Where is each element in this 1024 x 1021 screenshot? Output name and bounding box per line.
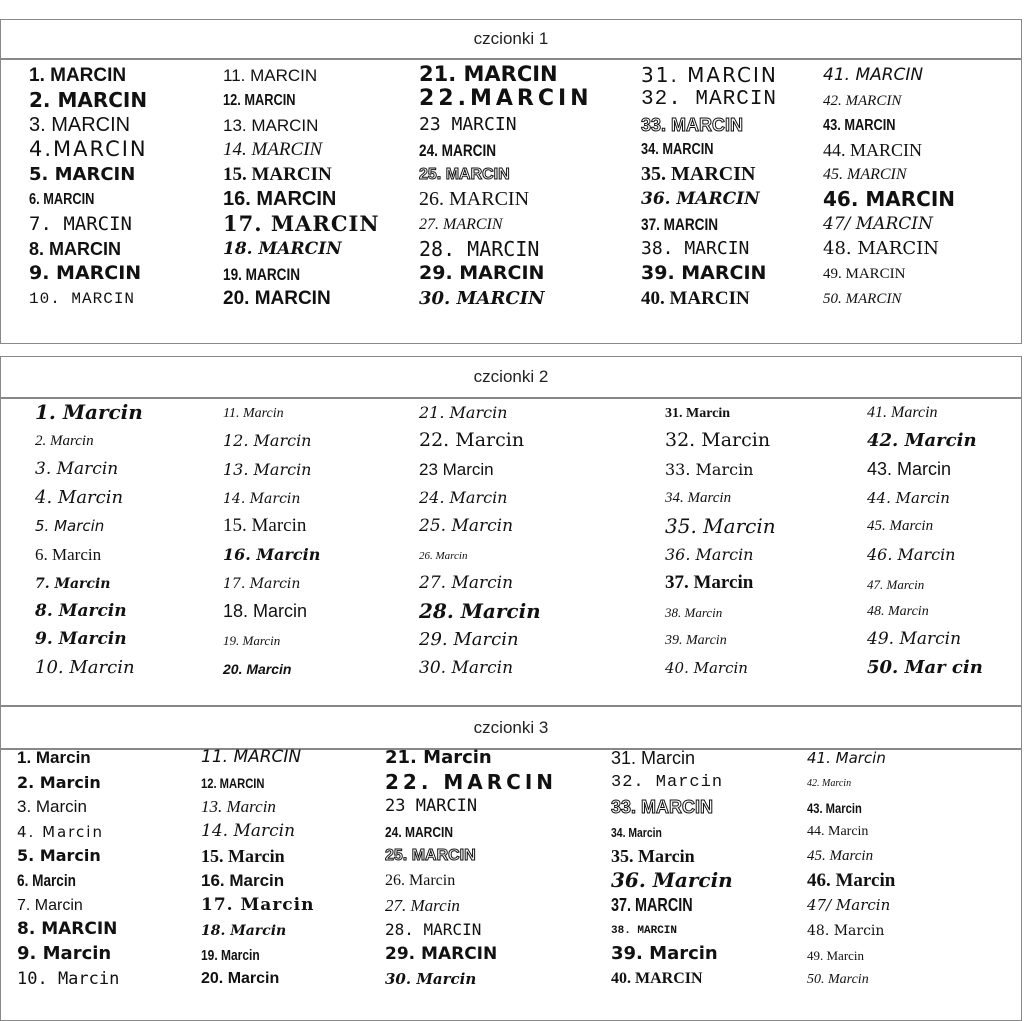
font-sample: 36. Marcin bbox=[611, 868, 733, 892]
font-sample: 8. Marcin bbox=[35, 601, 127, 622]
section-3-header bbox=[0, 706, 1022, 749]
font-sample: 14. Marcin bbox=[201, 821, 296, 842]
font-sample: 30. Marcin bbox=[385, 970, 477, 989]
font-sample: 47/ MARCIN bbox=[823, 214, 933, 235]
section-2-title: czcionki 2 bbox=[473, 367, 549, 386]
font-sample: 31. Marcin bbox=[611, 747, 696, 768]
font-sample: 40. MARCIN bbox=[611, 970, 703, 988]
font-sample: 9. Marcin bbox=[35, 629, 127, 650]
font-sample: 33. Marcin bbox=[665, 459, 754, 479]
font-sample: 48. Marcin bbox=[807, 922, 885, 939]
font-sample: 30. MARCIN bbox=[419, 287, 545, 309]
font-sample: 37. MARCIN bbox=[641, 215, 719, 235]
font-sample: 48. Marcin bbox=[867, 604, 929, 620]
font-sample: 48. MARCIN bbox=[823, 238, 939, 260]
font-sample: 22. MARCIN bbox=[385, 769, 558, 794]
font-sample: 21. MARCIN bbox=[419, 62, 558, 87]
font-sample: 19. Marcin bbox=[223, 633, 281, 649]
font-sample: 9. MARCIN bbox=[29, 262, 142, 285]
font-sample: 5. Marcin bbox=[35, 517, 105, 536]
font-sample: 49. MARCIN bbox=[823, 266, 906, 283]
font-sample: 43. MARCIN bbox=[823, 116, 896, 134]
font-sample: 1. Marcin bbox=[17, 748, 91, 768]
section-1-header bbox=[0, 19, 1022, 59]
font-sample: 41. Marcin bbox=[867, 404, 938, 421]
font-sample: 3. MARCIN bbox=[29, 113, 131, 136]
font-sample: 29. MARCIN bbox=[419, 262, 545, 285]
font-sample: 1. MARCIN bbox=[29, 64, 127, 86]
font-sample: 11. MARCIN bbox=[223, 66, 318, 86]
font-sample: 11. MARCIN bbox=[201, 747, 302, 768]
font-sample: 25. MARCIN bbox=[419, 166, 510, 184]
font-sample: 50. Marcin bbox=[807, 971, 869, 987]
font-sample: 25. Marcin bbox=[419, 515, 514, 536]
font-sample: 8. MARCIN bbox=[29, 239, 122, 260]
section-2-font-grid bbox=[0, 398, 1022, 706]
font-sample: 13. Marcin bbox=[223, 459, 312, 479]
font-sample: 28. MARCIN bbox=[419, 236, 540, 261]
font-sample: 4. Marcin bbox=[17, 822, 104, 841]
font-sample: 26. Marcin bbox=[385, 872, 456, 889]
font-sample: 44. Marcin bbox=[867, 488, 950, 507]
font-sample: 5. Marcin bbox=[17, 846, 101, 866]
font-sample: 17. Marcin bbox=[223, 575, 301, 592]
font-sample: 17. MARCIN bbox=[223, 211, 380, 237]
font-sample: 36. Marcin bbox=[665, 545, 754, 564]
font-sample: 2. Marcin bbox=[17, 772, 101, 792]
font-sample: 25. MARCIN bbox=[385, 847, 476, 865]
font-sample: 15. MARCIN bbox=[223, 163, 332, 185]
font-sample: 3. Marcin bbox=[35, 459, 119, 480]
font-sample: 6. Marcin bbox=[35, 545, 102, 565]
font-sample: 28. Marcin bbox=[419, 598, 541, 623]
font-sample: 46. Marcin bbox=[807, 869, 896, 891]
font-sample: 40. MARCIN bbox=[641, 287, 750, 309]
font-sample: 50. Mar cin bbox=[867, 657, 983, 679]
font-sample: 10. MARCIN bbox=[29, 290, 136, 309]
font-sample: 14. MARCIN bbox=[223, 139, 323, 161]
font-sample: 2. Marcin bbox=[35, 433, 94, 450]
font-sample: 45. MARCIN bbox=[823, 166, 907, 184]
font-sample: 29. Marcin bbox=[419, 628, 519, 650]
font-sample: 6. MARCIN bbox=[29, 191, 95, 208]
font-sample: 23 MARCIN bbox=[385, 796, 478, 817]
font-sample: 33. MARCIN bbox=[641, 115, 744, 136]
font-sample: 27. MARCIN bbox=[419, 215, 503, 233]
font-sample: 13. Marcin bbox=[201, 797, 276, 817]
font-sample: 30. Marcin bbox=[419, 657, 514, 678]
font-sample: 42. Marcin bbox=[807, 778, 852, 790]
section-3-font-grid bbox=[0, 746, 1022, 1021]
font-sample: 18. Marcin bbox=[201, 922, 287, 939]
font-sample: 15. Marcin bbox=[223, 515, 307, 537]
font-sample: 47. Marcin bbox=[867, 576, 925, 592]
font-sample: 41. Marcin bbox=[807, 748, 886, 767]
font-sample: 20. MARCIN bbox=[223, 287, 331, 309]
font-sample: 27. Marcin bbox=[419, 572, 514, 593]
font-sample: 16. Marcin bbox=[223, 545, 321, 564]
font-sample: 46. MARCIN bbox=[823, 187, 956, 211]
font-sample: 20. Marcin bbox=[201, 970, 280, 988]
font-sample: 18. MARCIN bbox=[223, 238, 342, 259]
font-sample: 19. MARCIN bbox=[223, 264, 301, 284]
font-sample: 43. Marcin bbox=[867, 459, 952, 480]
font-sample: 33. MARCIN bbox=[611, 796, 714, 817]
font-sample: 24. MARCIN bbox=[419, 140, 497, 160]
font-sample: 2. MARCIN bbox=[29, 87, 148, 112]
font-sample: 10. Marcin bbox=[17, 968, 120, 989]
font-sample: 8. MARCIN bbox=[17, 919, 118, 940]
font-sample: 36. MARCIN bbox=[641, 189, 760, 210]
font-sample: 39. Marcin bbox=[611, 943, 718, 965]
font-sample: 21. Marcin bbox=[385, 746, 492, 768]
font-sample: 16. MARCIN bbox=[223, 188, 337, 210]
font-sample: 5. MARCIN bbox=[29, 163, 136, 185]
font-sample: 12. MARCIN bbox=[201, 775, 265, 792]
font-sample: 31. MARCIN bbox=[641, 63, 778, 87]
font-sample: 37. MARCIN bbox=[611, 895, 693, 916]
section-1-title: czcionki 1 bbox=[473, 29, 549, 48]
font-sample: 43. Marcin bbox=[807, 799, 862, 816]
font-sample: 24. Marcin bbox=[419, 488, 508, 508]
font-sample: 4.MARCIN bbox=[29, 136, 148, 161]
font-sample: 23 Marcin bbox=[419, 460, 494, 480]
font-sample: 23 MARCIN bbox=[419, 114, 517, 136]
font-sample: 21. Marcin bbox=[419, 403, 508, 422]
font-sample: 42. Marcin bbox=[867, 429, 977, 451]
font-sample: 38. MARCIN bbox=[641, 238, 750, 260]
font-sample: 4. Marcin bbox=[35, 486, 124, 508]
font-sample: 50. MARCIN bbox=[823, 290, 902, 307]
section-1-font-grid bbox=[0, 59, 1022, 344]
font-sample: 7. Marcin bbox=[17, 896, 83, 914]
font-sample: 7. Marcin bbox=[35, 575, 111, 592]
font-sample: 49. Marcin bbox=[807, 948, 865, 964]
font-sample: 17. Marcin bbox=[201, 894, 315, 915]
font-sample: 20. Marcin bbox=[223, 661, 292, 678]
font-sample: 46. Marcin bbox=[867, 545, 956, 564]
font-sample: 34. Marcin bbox=[665, 489, 732, 506]
font-sample: 42. MARCIN bbox=[823, 92, 902, 109]
font-sample: 31. Marcin bbox=[665, 405, 731, 421]
font-sample: 15. Marcin bbox=[201, 845, 285, 866]
font-sample: 7. MARCIN bbox=[29, 212, 132, 235]
font-sample: 10. Marcin bbox=[35, 657, 135, 679]
font-sample: 35. Marcin bbox=[665, 513, 776, 538]
font-sample: 40. Marcin bbox=[665, 659, 748, 678]
font-sample: 11. Marcin bbox=[223, 405, 284, 421]
font-sample: 44. MARCIN bbox=[823, 139, 923, 160]
font-sample: 45. Marcin bbox=[807, 848, 874, 865]
font-sample: 32. Marcin bbox=[611, 772, 724, 792]
font-sample: 1. Marcin bbox=[35, 400, 143, 424]
font-sample: 12. Marcin bbox=[223, 431, 312, 451]
font-sample: 14. Marcin bbox=[223, 490, 301, 507]
font-sample: 39. MARCIN bbox=[641, 262, 767, 285]
font-sample: 28. MARCIN bbox=[385, 920, 482, 940]
font-sample: 39. Marcin bbox=[665, 632, 727, 648]
font-sample: 37. Marcin bbox=[665, 572, 754, 594]
font-sample: 26. MARCIN bbox=[419, 188, 530, 210]
font-sample: 34. MARCIN bbox=[641, 141, 714, 159]
font-sample: 38. MARCIN bbox=[611, 924, 678, 937]
section-2-header bbox=[0, 356, 1022, 398]
font-sample: 26. Marcin bbox=[419, 549, 468, 562]
font-sample: 47/ Marcin bbox=[807, 896, 891, 915]
font-sample: 9. Marcin bbox=[17, 943, 112, 965]
font-sample: 32. Marcin bbox=[665, 429, 771, 452]
font-sample: 22.MARCIN bbox=[419, 86, 593, 112]
font-sample: 44. Marcin bbox=[807, 824, 869, 840]
font-sample: 6. Marcin bbox=[17, 871, 76, 891]
font-sample: 34. Marcin bbox=[611, 825, 662, 841]
font-sample: 35. MARCIN bbox=[641, 163, 756, 186]
font-sample: 27. Marcin bbox=[385, 895, 460, 915]
font-sample: 19. Marcin bbox=[201, 946, 260, 964]
font-sample: 38. Marcin bbox=[665, 605, 723, 621]
font-sample: 45. Marcin bbox=[867, 518, 934, 535]
font-sample: 18. Marcin bbox=[223, 601, 308, 622]
font-sample: 41. MARCIN bbox=[823, 65, 924, 86]
font-sample: 12. MARCIN bbox=[223, 91, 296, 109]
font-sample: 29. MARCIN bbox=[385, 944, 498, 965]
font-sample: 22. Marcin bbox=[419, 429, 525, 452]
font-sample: 49. Marcin bbox=[867, 629, 962, 650]
font-sample: 24. MARCIN bbox=[385, 823, 454, 841]
font-sample: 13. MARCIN bbox=[223, 115, 319, 135]
font-sample: 35. Marcin bbox=[611, 845, 695, 866]
font-sample: 3. Marcin bbox=[17, 797, 87, 817]
font-sample: 16. Marcin bbox=[201, 871, 285, 891]
section-3-title: czcionki 3 bbox=[473, 717, 549, 737]
font-sample: 32. MARCIN bbox=[641, 88, 778, 112]
